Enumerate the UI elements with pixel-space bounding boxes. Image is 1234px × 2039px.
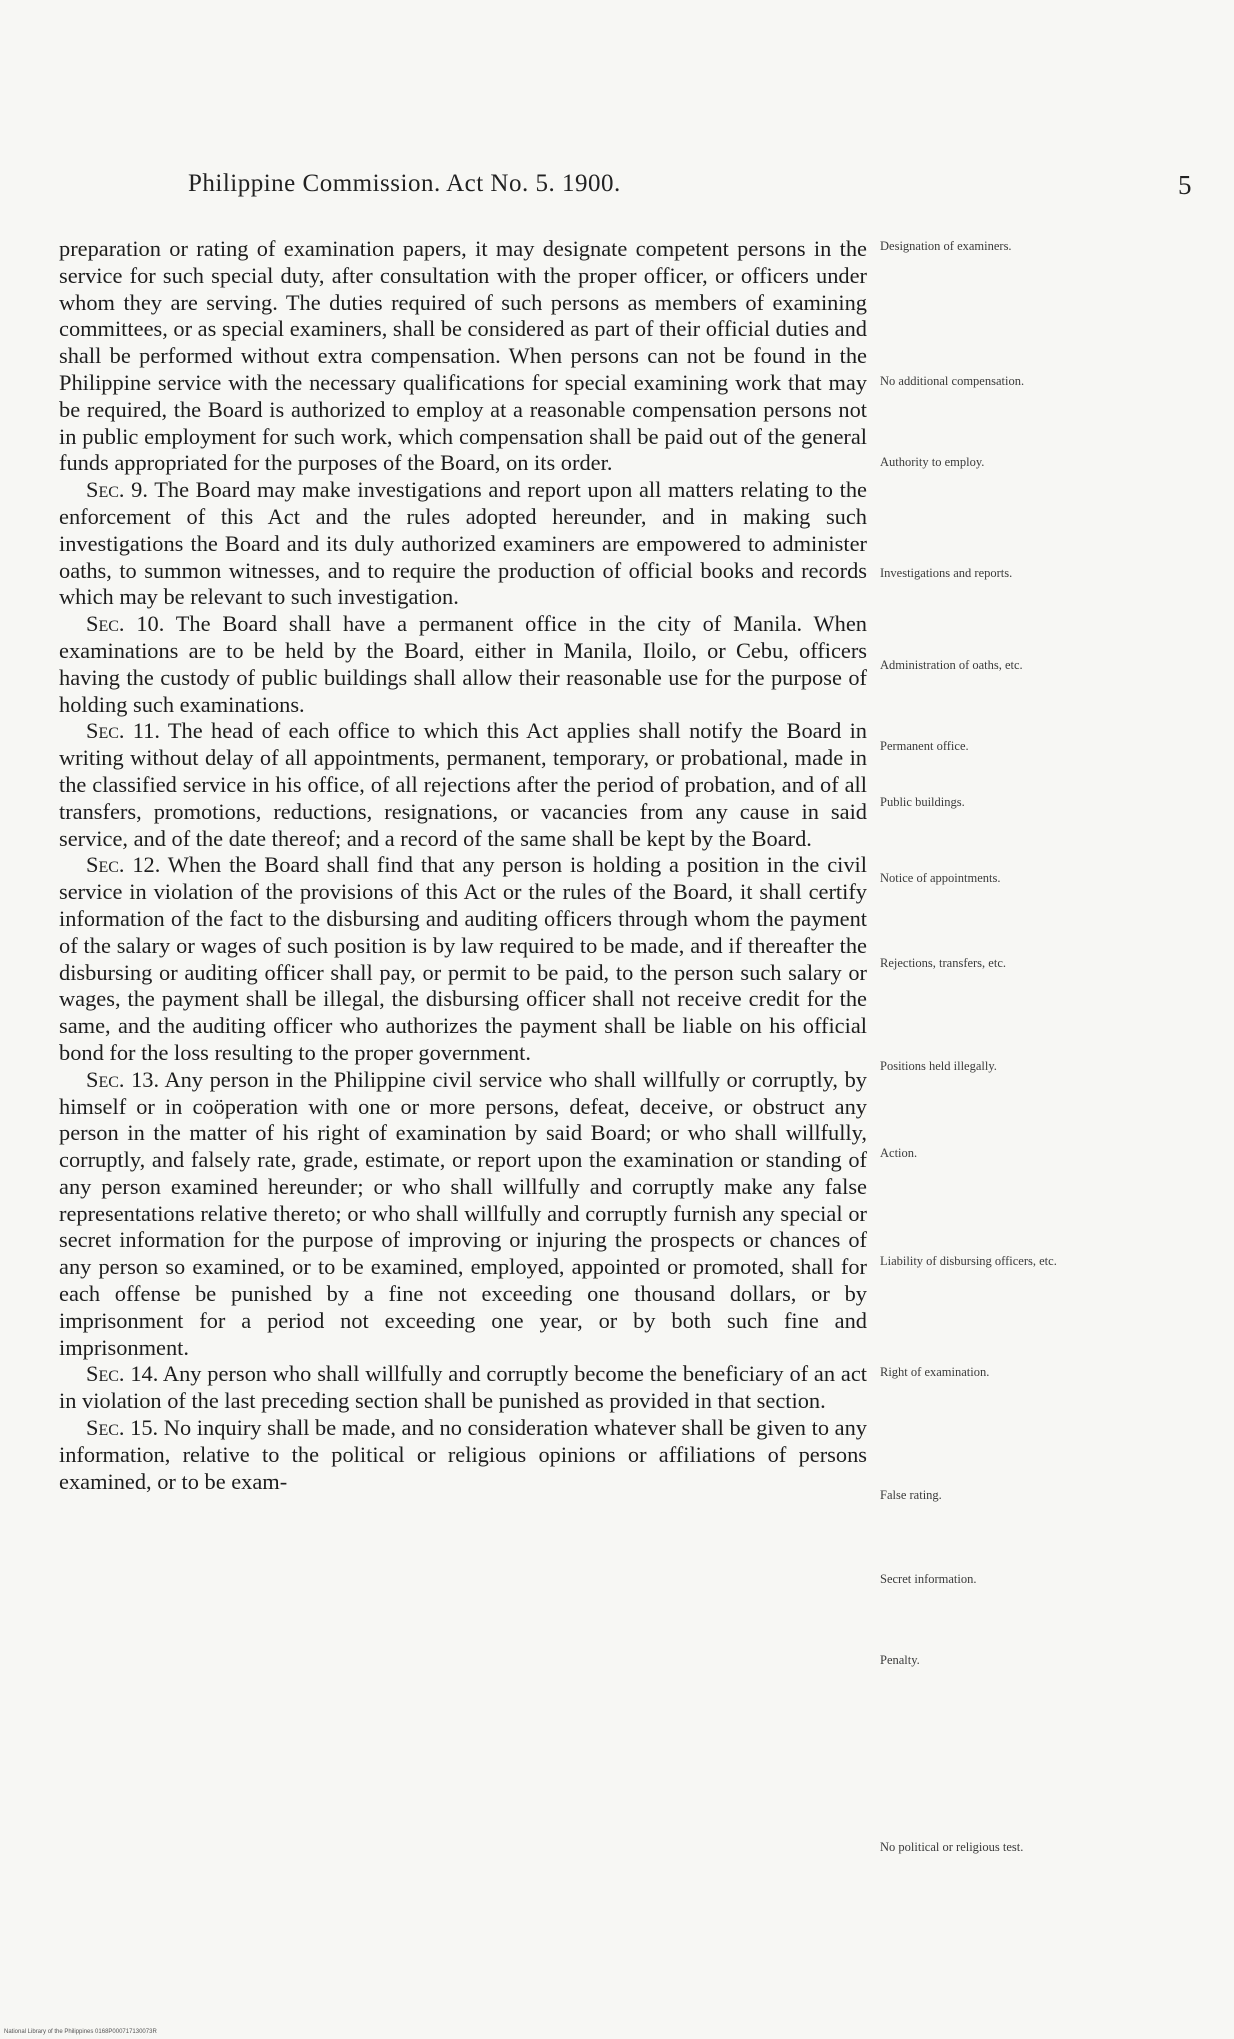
margin-note-no-religious-test: No political or religious test. (880, 1840, 1024, 1854)
section-text: No inquiry shall be made, and no consideration whatever shall be given to any information, relative to the political or religious opinions or affiliations of persons examined, or to be exam- (59, 1415, 867, 1494)
margin-note-appointments: Notice of appointments. (880, 871, 1001, 885)
section-text: The Board may make investigations and report upon all matters relating to the enforcement of this Act and the rules adopted hereunder, and in making such investigations the Board and its duly authorized examiners are empowered to administer oaths, to summon witnesses, and to require the production of official books and records which may be relevant to such investigation. (59, 477, 867, 610)
section-text: The head of each office to which this Act applies shall notify the Board in writing without delay of all appointments, permanent, temporary, or probational, made in the classified service in his office, of all rejections after the period of probation, and of all transfers, promotions, reductions, resignations, or vacancies from any cause in said service, and of the date thereof; and a record of the same shall be kept by the Board. (59, 718, 867, 851)
section-text: The Board shall have a permanent office in the city of Manila. When examinations are to be held by the Board, either in Manila, Iloilo, or Cebu, officers having the custody of public buildings shall allow their reasonable use for the purpose of holding such examinations. (59, 611, 867, 717)
section-label: Sec. 12. (86, 852, 161, 878)
scan-credit: National Library of the Philippines 0168P000717130073R (4, 2029, 157, 2035)
section-12 (59, 852, 867, 1066)
margin-note-public-buildings: Public buildings. (880, 795, 965, 809)
margin-note-false-rating: False rating. (880, 1488, 942, 1502)
section-label: Sec. 10. (86, 611, 165, 637)
margin-note-designation: Designation of examiners. (880, 239, 1012, 253)
section-label: Sec. 11. (86, 718, 160, 744)
section-label: Sec. 9. (86, 477, 148, 503)
margin-note-penalty: Penalty. (880, 1653, 920, 1667)
margin-note-secret-information: Secret information. (880, 1572, 977, 1586)
section-text: When the Board shall find that any person is holding a position in the civil service in violation of the provisions of this Act or the rules of the Board, it shall certify information of the fact to the disbursing and auditing officers through whom the payment of the salary or wages of such position is by law required to be made, and if thereafter the disbursing or auditing officer shall pay, or permit to be paid, to the person such salary or wages, the payment shall be illegal, the disbursing officer shall not receive credit for the same, and the auditing officer who authorizes the payment shall be liable on his official bond for the loss resulting to the proper government. (59, 852, 867, 1065)
section-text: Any person in the Philippine civil service who shall willfully or corruptly, by himself or in coöperation with one or more persons, defeat, deceive, or obstruct any person in the matter of his right of examination by said Board; or who shall willfully, corruptly, and falsely rate, grade, estimate, or report upon the examination or standing of any person examined hereunder; or who shall willfully and corruptly make any false representations relative thereto; or who shall willfully and corruptly furnish any special or secret information for the purpose of improving or injuring the prospects or chances of any person so examined, or to be examined, employed, appointed or promoted, shall for each offense be punished by a fine not exceeding one thousand dollars, or by imprisonment for a period not exceeding one year, or by both such fine and imprisonment. (59, 1066, 867, 1360)
margin-note-no-compensation: No additional compensation. (880, 374, 1025, 388)
section-text: Any person who shall willfully and corruptly become the beneficiary of an act in violation of the last preceding section shall be punished as provided in that section. (59, 1361, 867, 1414)
margin-note-action: Action. (880, 1146, 918, 1160)
margin-note-authority: Authority to employ. (880, 455, 985, 469)
paragraph-continuation (59, 236, 867, 477)
section-11 (59, 718, 867, 852)
margin-note-investigations: Investigations and reports. (880, 566, 1013, 580)
section-14 (59, 1361, 867, 1415)
margin-note-right-examination: Right of examination. (880, 1365, 990, 1379)
margin-note-oaths: Administration of oaths, etc. (880, 658, 1023, 672)
margin-note-rejections: Rejections, transfers, etc. (880, 956, 1006, 970)
body-text (59, 236, 867, 1495)
section-10 (59, 611, 867, 718)
margin-note-permanent-office: Permanent office. (880, 739, 969, 753)
section-label: Sec. 15. (86, 1415, 159, 1441)
margin-note-positions-illegal: Positions held illegally. (880, 1059, 997, 1073)
section-13 (59, 1067, 867, 1362)
running-title: Philippine Commission. Act No. 5. 1900. (188, 170, 621, 197)
section-label: Sec. 14. (86, 1361, 159, 1387)
section-label: Sec. 13. (86, 1066, 160, 1092)
section-9 (59, 477, 867, 611)
paragraph-text: preparation or rating of examination papers, it may designate competent persons in the service for such special duty, after consultation with the proper officer, or officers under whom they are serving. The duties required of such persons as members of examining committees, or as special examiners, shall be considered as part of their official duties and shall be performed without extra compensation. When persons can not be found in the Philippine service with the necessary qualifications for special examining work that may be required, the Board is authorized to employ at a reasonable compensation persons not in public employment for such work, which compensation shall be paid out of the general funds appropriated for the purposes of the Board, on its order. (59, 236, 867, 476)
margin-note-liability: Liability of disbursing officers, etc. (880, 1254, 1057, 1268)
page-number: 5 (1178, 170, 1192, 200)
section-15 (59, 1415, 867, 1495)
